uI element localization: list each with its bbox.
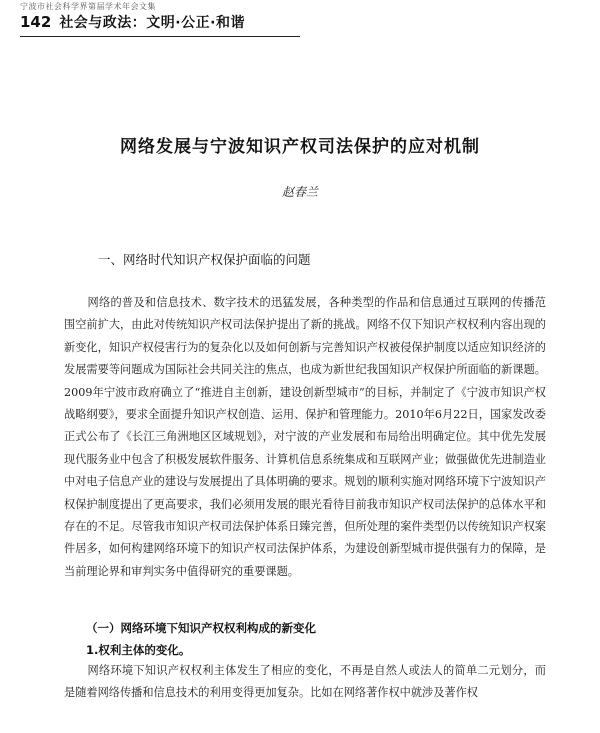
header-rule	[20, 36, 300, 37]
running-header	[20, 12, 245, 34]
running-title: 社会与政法：文明·公正·和谐	[59, 15, 245, 31]
body-text	[64, 292, 546, 583]
page-number: 142	[20, 13, 52, 31]
article-title: 网络发展与宁波知识产权司法保护的应对机制	[120, 137, 480, 157]
series-line: 宁波市社会科学界第届学术年会文集	[20, 2, 156, 11]
section-heading: 一、网络时代知识产权保护面临的问题	[98, 252, 311, 267]
author-name: 赵春兰	[281, 185, 318, 199]
body-text-continued	[64, 660, 546, 705]
paragraph: 网络环境下知识产权权利主体发生了相应的变化，不再是自然人或法人的简单二元划分，而是随着网络传播和信息技术的利用变得更加复杂。比如在网络著作权中就涉及著作权	[64, 664, 546, 700]
sub-subsection-heading: 1.权利主体的变化。	[86, 643, 191, 657]
paragraph: 网络的普及和信息技术、数字技术的迅猛发展，各种类型的作品和信息通过互联网的传播范围空前扩大，由此对传统知识产权司法保护提出了新的挑战。网络不仅下知识产权权利内容出现的新变化，知识产权侵害行为的复杂化以及如何创新与完善知识产权被侵保护制度以适应知识经济的发展需要等问题成为国际社会共同关注的焦点，也成为新世纪我国知识产权保护所面临的新课题。2009年宁波市政府确立了“推进自主创新，建设创新型城市”的目标，并制定了《宁波市知识产权战略纲要》，要求全面提升知识产权创造、运用、保护和管理能力。2010年6月22日，国家发改委正式公布了《长江三角洲地区区域规划》，对宁波的产业发展和布局给出明确定位。其中优先发展现代服务业中包含了积极发展软件服务、计算机信息系统集成和互联网产业；做强做优先进制造业中对电子信息产业的建设与发展提出了具体明确的要求。规划的顺利实施对网络环境下宁波知识产权保护制度提出了更高要求，我们必须用发展的眼光看待目前我市知识产权司法保护的总体水平和存在的不足。尽管我市知识产权司法保护体系日臻完善，但所处理的案件类型仍以传统知识产权案件居多，如何构建网络环境下的知识产权司法保护体系，为建设创新型城市提供强有力的保障，是当前理论界和审判实务中值得研究的重要课题。	[64, 296, 546, 578]
subsection-heading: （一）网络环境下知识产权权利构成的新变化	[86, 621, 316, 635]
